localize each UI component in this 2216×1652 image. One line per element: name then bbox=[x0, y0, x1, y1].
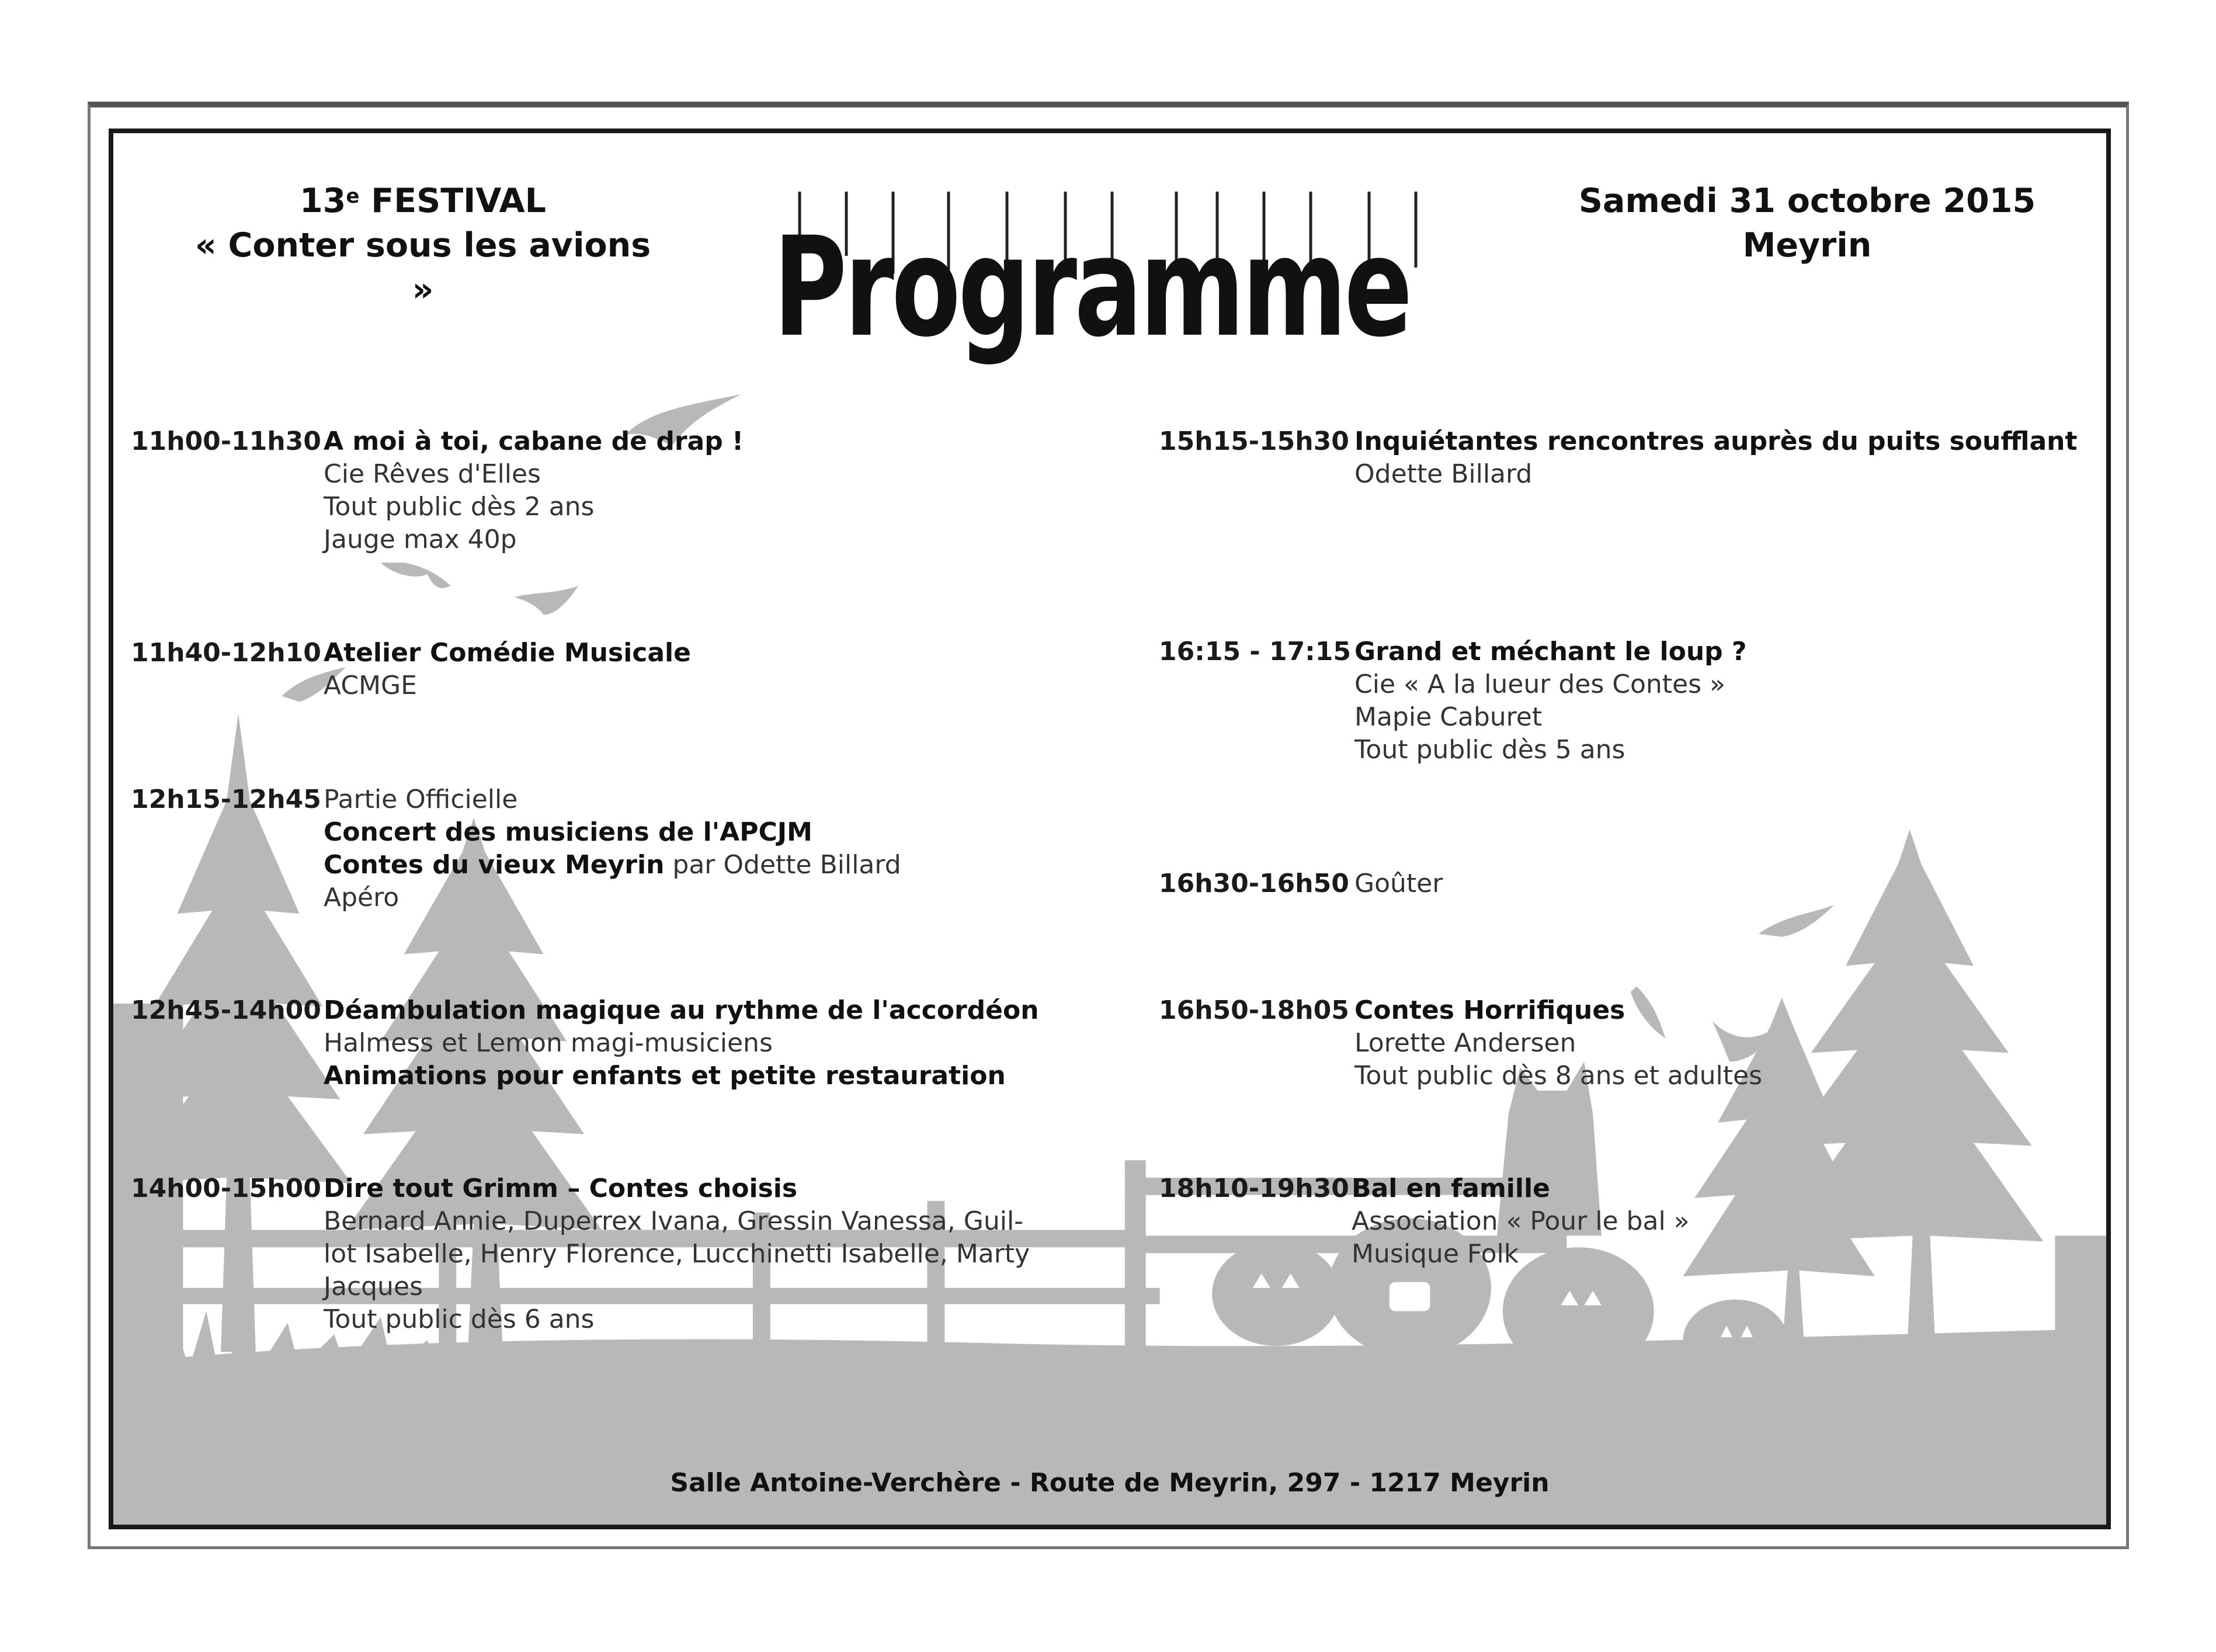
item-line-mixed bbox=[324, 849, 901, 881]
item-title: Grand et méchant le loup ? bbox=[1354, 637, 1747, 667]
item-company: Cie « A la lueur des Contes » bbox=[1354, 669, 1725, 699]
item-performer: Mapie Caburet bbox=[1354, 702, 1543, 732]
event-date: Samedi 31 octobre 2015 bbox=[1578, 182, 2036, 220]
item-performer: par Odette Billard bbox=[664, 850, 901, 880]
item-time: 16h50-18h05 bbox=[1159, 995, 1349, 1025]
item-genre: Musique Folk bbox=[1352, 1239, 1519, 1269]
item-time: 16:15 - 17:15 bbox=[1159, 637, 1352, 667]
pumpkin-4 bbox=[1683, 1300, 1787, 1381]
bat-5 bbox=[1759, 905, 1834, 937]
item-performer: Jacques bbox=[324, 1272, 423, 1302]
item-performer: Lorette Andersen bbox=[1354, 1028, 1576, 1058]
item-time: 14h00-15h00 bbox=[131, 1174, 321, 1203]
bat-3 bbox=[515, 586, 578, 615]
item-company: Cie Rêves d'Elles bbox=[324, 459, 541, 489]
event-place: Meyrin bbox=[1742, 226, 1872, 265]
item-time: 15h15-15h30 bbox=[1159, 426, 1349, 456]
item-audience: Tout public dès 5 ans bbox=[1354, 735, 1625, 765]
festival-name: « Conter sous les avions » bbox=[194, 226, 651, 309]
item-company: ACMGE bbox=[324, 671, 417, 700]
item-time: 11h00-11h30 bbox=[131, 426, 321, 456]
item-title: Contes du vieux Meyrin bbox=[324, 850, 665, 880]
item-performer: lot Isabelle, Henry Florence, Lucchinetti Isabelle, Marty bbox=[324, 1239, 1030, 1269]
item-title: Bal en famille bbox=[1352, 1174, 1550, 1203]
item-audience: Tout public dès 6 ans bbox=[324, 1304, 595, 1334]
item-time: 18h10-19h30 bbox=[1159, 1174, 1349, 1203]
programme-title-text: Programme bbox=[773, 208, 1410, 367]
item-performer: Halmess et Lemon magi-musiciens bbox=[324, 1028, 773, 1058]
item-time: 12h45-14h00 bbox=[131, 995, 321, 1025]
item-performer: Odette Billard bbox=[1354, 459, 1533, 489]
pumpkin-1 bbox=[1212, 1241, 1340, 1346]
item-time: 16h30-16h50 bbox=[1159, 869, 1349, 898]
item-title: Atelier Comédie Musicale bbox=[324, 638, 691, 668]
item-title: Goûter bbox=[1354, 869, 1443, 898]
item-title: Dire tout Grimm – Contes choisis bbox=[324, 1174, 798, 1203]
item-capacity: Jauge max 40p bbox=[324, 525, 517, 554]
item-time: 12h15-12h45 bbox=[131, 785, 321, 814]
item-company: Association « Pour le bal » bbox=[1352, 1206, 1690, 1236]
item-audience: Tout public dès 8 ans et adultes bbox=[1354, 1061, 1763, 1091]
festival-heading bbox=[189, 179, 657, 312]
item-line: Partie Officielle bbox=[324, 785, 518, 814]
item-title: A moi à toi, cabane de drap ! bbox=[324, 426, 744, 456]
item-title: Concert des musiciens de l'APCJM bbox=[324, 817, 812, 847]
bat-2 bbox=[381, 563, 450, 588]
festival-edition: 13e FESTIVAL bbox=[300, 182, 546, 220]
item-performer: Bernard Annie, Duperrex Ivana, Gressin Vanessa, Guil- bbox=[324, 1206, 1024, 1236]
programme-poster bbox=[109, 129, 2111, 1529]
item-title: Déambulation magique au rythme de l'accordéon bbox=[324, 995, 1039, 1025]
item-title: Animations pour enfants et petite restauration bbox=[324, 1061, 1006, 1091]
item-title: Contes Horrifiques bbox=[1354, 995, 1625, 1025]
item-audience: Tout public dès 2 ans bbox=[324, 492, 595, 522]
event-date-heading bbox=[1544, 179, 2070, 268]
item-time: 11h40-12h10 bbox=[131, 638, 321, 668]
item-title: Inquiétantes rencontres auprès du puits soufflant bbox=[1354, 426, 2078, 456]
venue-address: Salle Antoine-Verchère - Route de Meyrin, 297 - 1217 Meyrin bbox=[670, 1468, 1550, 1498]
programme-title bbox=[762, 192, 1638, 367]
item-line: Apéro bbox=[324, 883, 400, 912]
